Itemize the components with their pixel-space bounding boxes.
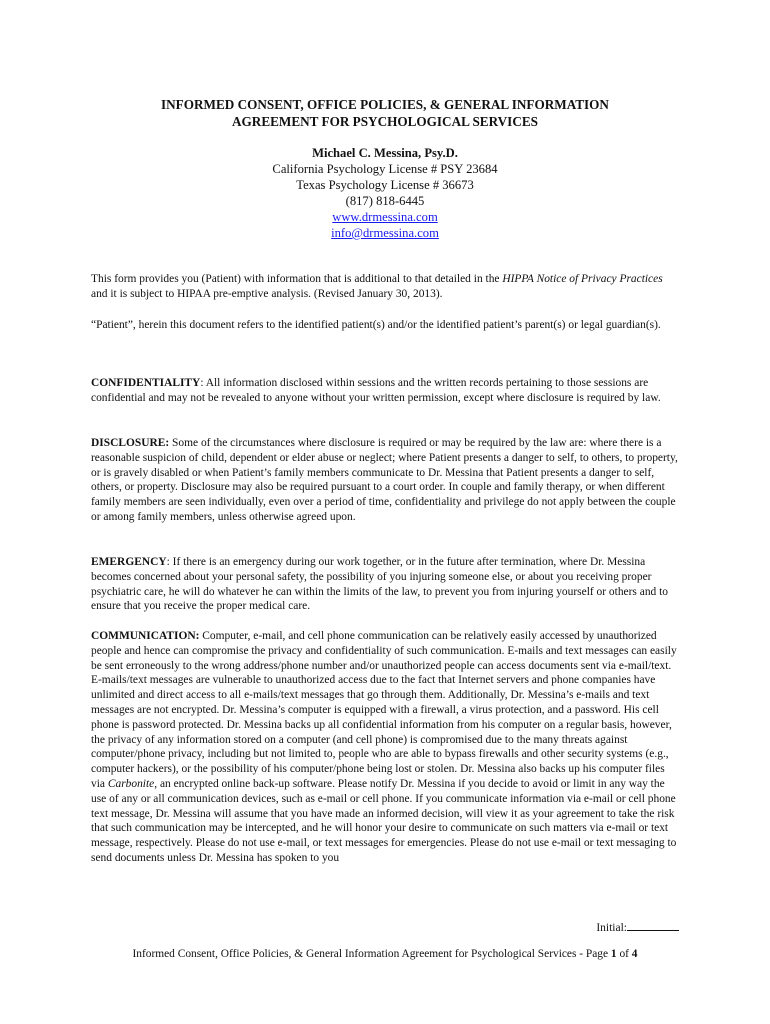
intro-text-before: This form provides you (Patient) with information that is additional to that detailed in the (91, 273, 503, 285)
emergency-heading: EMERGENCY (91, 556, 167, 568)
footer-text: Informed Consent, Office Policies, & General Information Agreement for Psychological Services - Page (132, 948, 611, 960)
email-link[interactable]: info@drmessina.com (331, 226, 439, 240)
footer-page-number: 1 (610, 948, 617, 960)
license-california: California Psychology License # PSY 23684 (272, 162, 498, 176)
author-name: Michael C. Messina, Psy.D. (312, 146, 458, 160)
communication-section (91, 629, 681, 866)
author-block (0, 145, 770, 241)
intro-paragraph (91, 272, 681, 302)
patient-definition-paragraph (91, 318, 681, 333)
title-line-2: AGREEMENT FOR PSYCHOLOGICAL SERVICES (232, 114, 538, 129)
disclosure-section (91, 436, 681, 525)
communication-heading: COMMUNICATION: (91, 630, 200, 642)
disclosure-text: Some of the circumstances where disclosure is required or may be required by the law are: where there is a reasonable suspicion of child, dependent or elder abuse or neglect; where Patient presents a danger to self, to others, to property, or is gravely disabled or when Patient’s family members communicate to Dr. Messina that Patient presents a danger to self, others, or property. Disclosure may also be required pursuant to a court order. In couple and family therapy, or when different family members are seen individually, even over a period of time, confidentiality and privilege do not apply between the couple or among family members, unless otherwise agreed upon. (91, 437, 678, 523)
initial-field (596, 919, 679, 934)
confidentiality-text: : All information disclosed within sessions and the written records pertaining to those sessions are confidential and may not be revealed to anyone without your written permission, except where disclosure is required by law. (91, 377, 661, 404)
patient-definition-text: “Patient”, herein this document refers to the identified patient(s) and/or the identified patient’s parent(s) or legal guardian(s). (91, 319, 661, 331)
document-title (0, 96, 770, 130)
intro-italic-notice: HIPPA Notice of Privacy Practices (502, 273, 663, 285)
license-texas: Texas Psychology License # 36673 (296, 178, 474, 192)
initial-blank-line[interactable] (627, 919, 679, 931)
emergency-section (91, 555, 681, 614)
communication-text-after: , an encrypted online back-up software. Please notify Dr. Messina if you decide to avoid or limit in any way the use of any or all communication devices, such as e-mail or cell phone. If you communicate information via e-mail or cell phone text message, Dr. Messina will assume that you have made an informed decision, will view it as your agreement to take the risk that such communication may be intercepted, and he will honor your desire to communicate on such matters via e-mail or text message, respectively. Please do not use e-mail, or text messages for emergencies. Please do not use e-mail or text messaging to send documents unless Dr. Messina has spoken to you (91, 777, 677, 864)
disclosure-heading: DISCLOSURE: (91, 437, 170, 449)
footer-total-pages: 4 (631, 948, 638, 960)
communication-italic-carbonite: Carbonite (107, 777, 155, 790)
confidentiality-heading: CONFIDENTIALITY (91, 377, 201, 389)
emergency-text: : If there is an emergency during our work together, or in the future after termination, where Dr. Messina becomes concerned about your personal safety, the possibility of you injuring someone else, or about you receiving proper psychiatric care, he will do whatever he can within the limits of the law, to prevent you from injuring yourself or others and to ensure that you receive the proper medical care. (91, 556, 669, 613)
intro-text-after: and it is subject to HIPAA pre-emptive analysis. (Revised January 30, 2013). (91, 287, 443, 300)
initial-label: Initial: (596, 922, 627, 934)
title-line-1: INFORMED CONSENT, OFFICE POLICIES, & GENERAL INFORMATION (161, 97, 609, 112)
footer-of: of (616, 948, 632, 960)
page-footer (0, 948, 770, 960)
communication-text-before: Computer, e-mail, and cell phone communication can be relatively easily accessed by unauthorized people and hence can compromise the privacy and confidentiality of such communication. E-mails and text messages can easily be sent erroneously to the wrong address/phone number and/or unauthorized people can access documents sent via e-mail/text. E-mails/text messages are vulnerable to unauthorized access due to the fact that Internet servers and phone companies have unlimited and direct access to all e-mails/text messages that go through them. Additionally, Dr. Messina’s e-mails and text messages are not encrypted. Dr. Messina’s computer is equipped with a firewall, a virus protection, and a password. His cell phone is password protected. Dr. Messina backs up all confidential information from his computer on a regular basis, however, the privacy of any information stored on a computer (and cell phone) is compromised due to the many threats against computer/phone privacy, including but not limited to, people who are able to bypass firewalls and other security systems (e.g., computer hackers), or the possibility of his computer/phone being lost or stolen. Dr. Messina also backs up his computer files via (91, 630, 677, 790)
phone-number: (817) 818-6445 (345, 194, 425, 208)
confidentiality-section (91, 376, 681, 406)
website-link[interactable]: www.drmessina.com (332, 210, 438, 224)
